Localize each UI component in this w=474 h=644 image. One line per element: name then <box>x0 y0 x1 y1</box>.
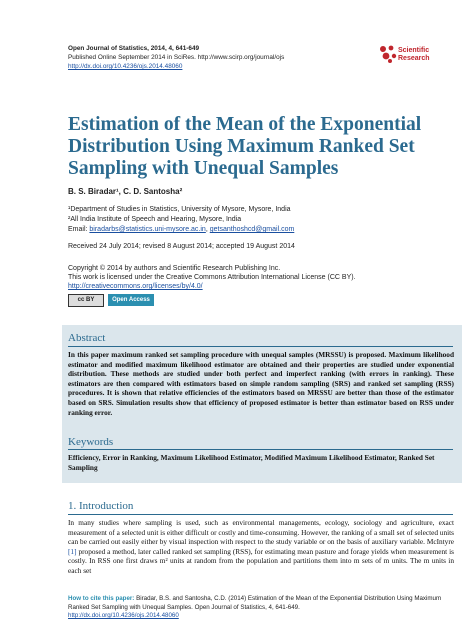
paper-title: Estimation of the Mean of the Exponential Distribution Using Maximum Ranked Set Sampling with Unequal Samples <box>68 114 422 179</box>
journal-header <box>68 44 284 71</box>
license-link[interactable]: http://creativecommons.org/licenses/by/4.0/ <box>68 283 203 291</box>
keywords-heading: Keywords <box>68 436 114 448</box>
received-dates: Received 24 July 2014; revised 8 August 2014; accepted 19 August 2014 <box>68 243 295 250</box>
citation-doi-link[interactable]: http://dx.doi.org/10.4236/ojs.2014.48060 <box>68 612 179 620</box>
keywords-text: Efficiency, Error in Ranking, Maximum Likelihood Estimator, Modified Maximum Likelihood Estimator, Ranked Set Sampling <box>68 453 435 472</box>
scientific-research-logo[interactable] <box>378 44 458 68</box>
reference-link[interactable]: [1] <box>68 546 77 556</box>
citation-label: How to cite this paper: <box>68 595 135 602</box>
affiliations <box>68 205 294 235</box>
doi-link[interactable]: http://dx.doi.org/10.4236/ojs.2014.48060 <box>68 63 183 70</box>
abstract-heading: Abstract <box>68 332 106 344</box>
authors: B. S. Biradar¹, C. D. Santosha² <box>68 187 183 196</box>
logo-icon <box>378 44 398 64</box>
email-link-2[interactable]: getsanthoshcd@gmail.com <box>209 226 295 233</box>
open-access-badge[interactable]: Open Access <box>108 294 154 306</box>
published-line: Published Online September 2014 in SciRes. http://www.scirp.org/journal/ojs <box>68 54 285 61</box>
copyright-line: Copyright © 2014 by authors and Scientific Research Publishing Inc. <box>68 265 281 272</box>
keywords-divider <box>68 449 453 450</box>
journal-name: Open Journal of Statistics, 2014, 4, 641-649 <box>68 45 200 52</box>
email-line <box>68 225 294 235</box>
cc-by-badge-icon[interactable]: cc BY <box>68 294 104 307</box>
affiliation-2: ²All India Institute of Speech and Hearing, Mysore, India <box>68 216 242 223</box>
email-link-1[interactable]: biradarbs@statistics.uni-mysore.ac.in <box>89 226 206 233</box>
introduction-heading: 1. Introduction <box>68 500 134 512</box>
license-line: This work is licensed under the Creative Commons Attribution International License (CC BY). <box>68 274 356 282</box>
logo-text: Scientific Research <box>398 47 430 62</box>
introduction-divider <box>68 514 453 515</box>
affiliation-1: ¹Department of Studies in Statistics, University of Mysore, Mysore, India <box>68 206 291 213</box>
introduction-text: In many studies where sampling is used, such as environmental managements, ecology, sociology and agriculture, exact measurement of a selected unit is either difficult or costly and time-consuming. However, the ranking of a small set of selected units can be carried out easily either by visual inspection with respect to the study variable or on the basis of auxiliary variable. McIntyre [1] proposed a method, later called ranked set sampling (RSS), for estimating mean pasture and forage yields when measurement is costly. In RSS one first draws m² units at random from the population and partitions them into m sets of m units. The m units in each set <box>68 518 454 575</box>
citation-text: Biradar, B.S. and Santosha, C.D. (2014) Estimation of the Mean of the Exponential Distribution Using Maximum Ranked Set Sampling with Unequal Samples. Open Journal of Statistics, 4, 641-649. <box>68 595 442 611</box>
copyright-block <box>68 264 356 292</box>
email-separator: , <box>205 226 208 233</box>
abstract-text: In this paper maximum ranked set sampling procedure with unequal samples (MRSSU) is proposed. Maximum likelihood estimator and modified maximum likelihood estimator are obtained and their properties are studied under exponential distribution. These methods are studied under both perfect and imperfect ranking (with errors in ranking). These estimators are then compared with estimators based on simple random sampling (SRS) and ranked set sampling (RSS) procedures. It is shown that relative efficiencies of the estimators based on MRSSU are better than those of the estimator based on SRS. Simulation results show that efficiency of proposed estimator is better than estimator based on RSS under ranking error. <box>68 350 454 417</box>
email-label: Email: <box>68 226 88 233</box>
citation-block <box>68 595 454 621</box>
abstract-divider <box>68 346 453 347</box>
